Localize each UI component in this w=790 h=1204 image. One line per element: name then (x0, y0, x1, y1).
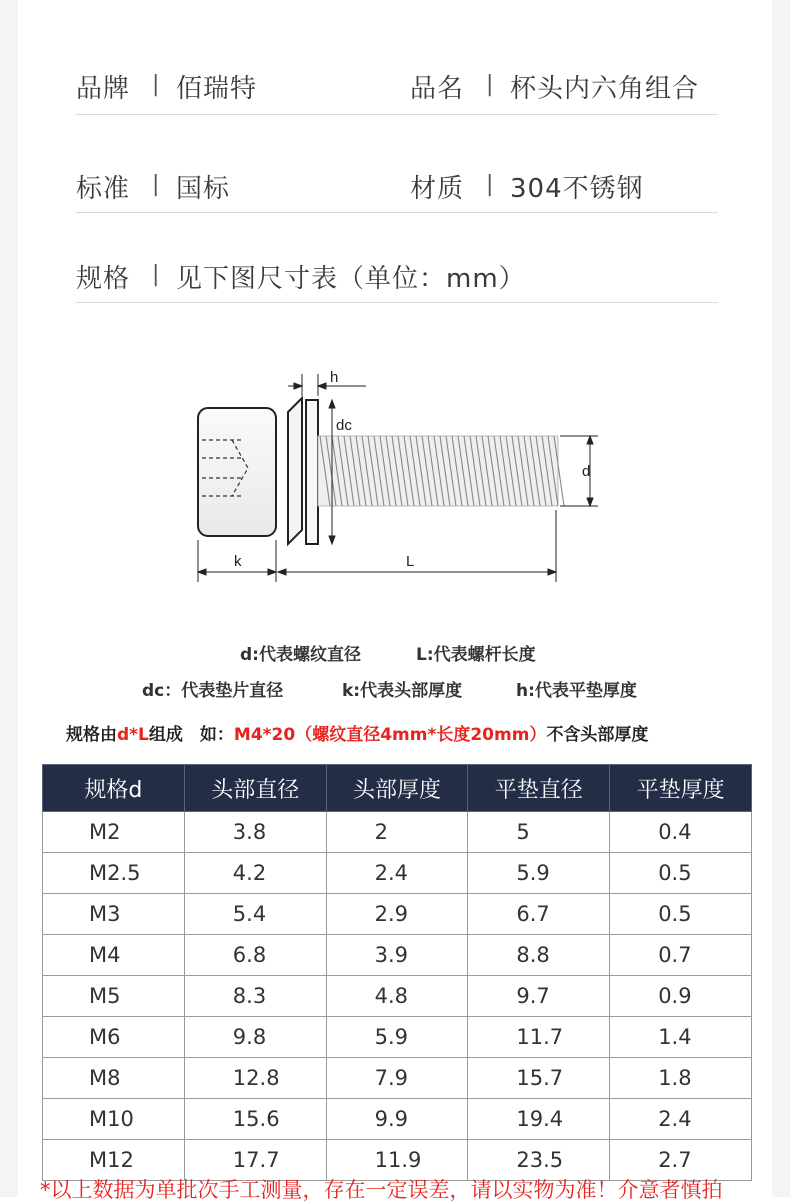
legend-l: L:代表螺杆长度 (416, 645, 536, 665)
table-cell: M8 (43, 1058, 185, 1099)
table-cell: 17.7 (184, 1140, 326, 1181)
table-cell: 11.9 (326, 1140, 468, 1181)
table-cell: 12.8 (184, 1058, 326, 1099)
screw-head (198, 408, 276, 536)
table-cell: 3.8 (184, 812, 326, 853)
spec-label-material: 材质 (410, 174, 465, 204)
table-cell: 4.8 (326, 976, 468, 1017)
table-cell: 5.9 (326, 1017, 468, 1058)
table-header-row (43, 765, 752, 812)
spec-value-material: 304不锈钢 (510, 174, 644, 204)
legend-d: d:代表螺纹直径 (240, 645, 361, 665)
table-cell: M10 (43, 1099, 185, 1140)
table-cell: 0.5 (610, 894, 752, 935)
footnote: *以上数据为单批次手工测量，存在一定误差，请以实物为准！介意者慎拍 (40, 1178, 723, 1202)
example-text: 不含头部厚度 (546, 725, 649, 745)
spec-separator: | (486, 172, 494, 197)
header-cell: 平垫直径 (468, 765, 610, 812)
table-cell: 0.9 (610, 976, 752, 1017)
label-dc: dc (336, 417, 352, 434)
spec-label-standard: 标准 (76, 174, 131, 204)
table-cell: 3.9 (326, 935, 468, 976)
table-cell: 23.5 (468, 1140, 610, 1181)
screw-shank (318, 436, 558, 506)
spec-label-brand: 品牌 (76, 74, 131, 104)
spec-label-name: 品名 (410, 74, 465, 104)
table-row (43, 1017, 752, 1058)
spec-value-brand: 佰瑞特 (176, 74, 258, 104)
table-cell: 9.7 (468, 976, 610, 1017)
table-cell: M4 (43, 935, 185, 976)
table-cell: 6.8 (184, 935, 326, 976)
table-row (43, 976, 752, 1017)
flat-washer (306, 400, 318, 544)
legend-dc: dc：代表垫片直径 (142, 681, 284, 701)
table-cell: 0.7 (610, 935, 752, 976)
spring-washer (288, 398, 302, 544)
legend-k: k:代表头部厚度 (342, 681, 463, 701)
label-l: L (406, 553, 415, 570)
example-highlight: M4*20（螺纹直径4mm*长度20mm） (233, 725, 547, 745)
table-cell: 4.2 (184, 853, 326, 894)
spec-value-name: 杯头内六角组合 (510, 74, 700, 104)
spec-value-size: 见下图尺寸表（单位：mm） (176, 264, 526, 294)
table-cell: 15.7 (468, 1058, 610, 1099)
divider (76, 114, 718, 115)
size-table (42, 764, 752, 1181)
spec-separator: | (486, 72, 494, 97)
table-cell: 15.6 (184, 1099, 326, 1140)
table-cell: 2 (326, 812, 468, 853)
table-cell: M6 (43, 1017, 185, 1058)
spec-value-standard: 国标 (176, 174, 231, 204)
table-row (43, 894, 752, 935)
table-cell: 8.3 (184, 976, 326, 1017)
table-cell: 1.8 (610, 1058, 752, 1099)
header-cell: 头部厚度 (326, 765, 468, 812)
table-cell: M2 (43, 812, 185, 853)
table-cell: M2.5 (43, 853, 185, 894)
table-cell: 5 (468, 812, 610, 853)
table-cell: 0.4 (610, 812, 752, 853)
label-d: d (582, 463, 591, 480)
table-row (43, 1099, 752, 1140)
table-row (43, 1058, 752, 1099)
spec-separator: | (152, 72, 160, 97)
table-cell: M3 (43, 894, 185, 935)
table-cell: 5.4 (184, 894, 326, 935)
header-cell: 规格d (43, 765, 185, 812)
table-cell: 2.4 (326, 853, 468, 894)
divider (76, 212, 718, 213)
table-cell: 7.9 (326, 1058, 468, 1099)
table-cell: 8.8 (468, 935, 610, 976)
spec-separator: | (152, 172, 160, 197)
label-h: h (330, 369, 339, 386)
divider (76, 302, 718, 303)
header-cell: 头部直径 (184, 765, 326, 812)
table-cell: 2.4 (610, 1099, 752, 1140)
screw-diagram (180, 360, 610, 590)
table-cell: 9.9 (326, 1099, 468, 1140)
legend-h: h:代表平垫厚度 (516, 681, 637, 701)
table-row (43, 812, 752, 853)
table-cell: 2.9 (326, 894, 468, 935)
table-cell: 9.8 (184, 1017, 326, 1058)
table-row (43, 935, 752, 976)
table-cell: M12 (43, 1140, 185, 1181)
table-row (43, 853, 752, 894)
table-cell: 5.9 (468, 853, 610, 894)
table-cell: 0.5 (610, 853, 752, 894)
table-cell: 1.4 (610, 1017, 752, 1058)
table-cell: 11.7 (468, 1017, 610, 1058)
table-cell: 6.7 (468, 894, 610, 935)
example-text: 组成 如： (148, 725, 234, 745)
label-k: k (234, 553, 242, 570)
header-cell: 平垫厚度 (610, 765, 752, 812)
table-cell: 2.7 (610, 1140, 752, 1181)
table-cell: M5 (43, 976, 185, 1017)
table-cell: 19.4 (468, 1099, 610, 1140)
example-text: 规格由 (66, 725, 117, 745)
example-highlight: d*L (117, 725, 149, 745)
size-example (66, 720, 648, 745)
spec-separator: | (152, 262, 160, 287)
spec-label-size: 规格 (76, 264, 131, 294)
